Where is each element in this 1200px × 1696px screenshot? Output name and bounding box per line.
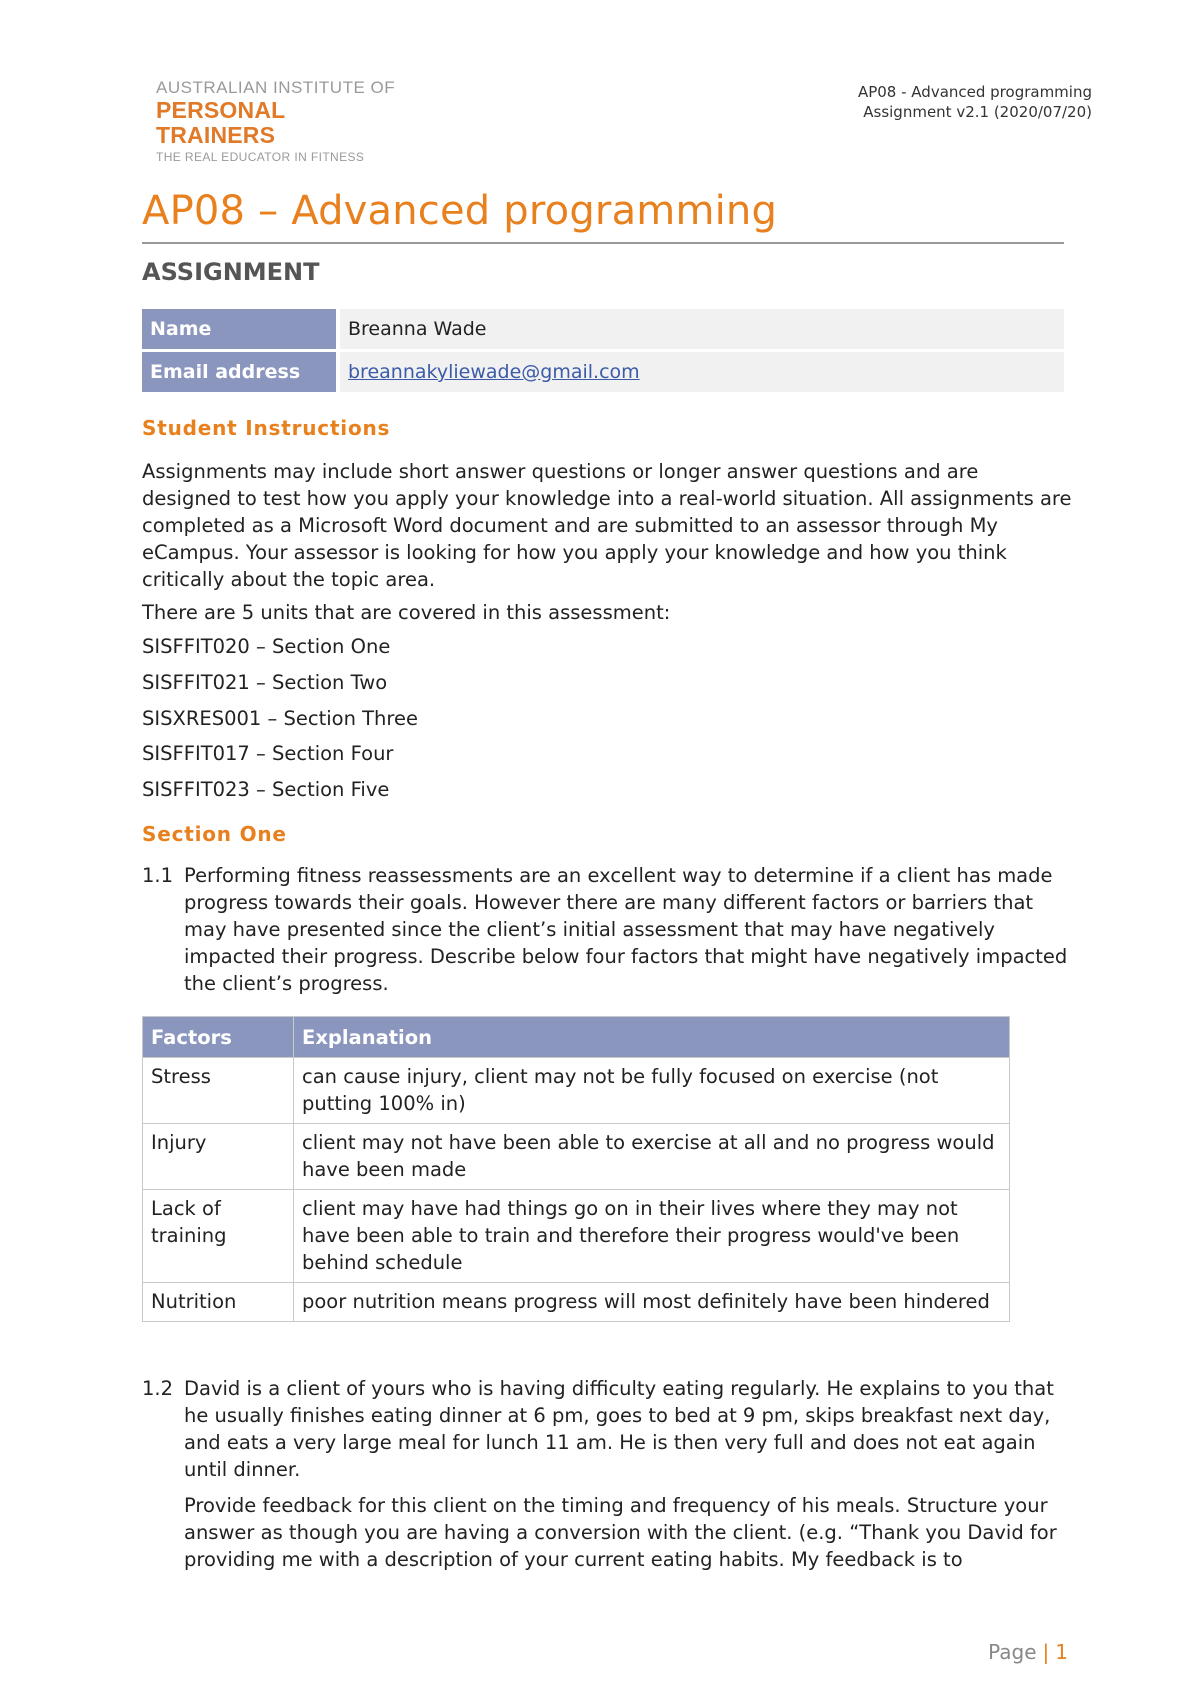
title-divider <box>142 242 1064 244</box>
table-row <box>143 1283 1010 1322</box>
factor-cell[interactable]: Nutrition <box>143 1283 294 1322</box>
email-value-cell <box>336 352 1064 392</box>
question-text-continued: Provide feedback for this client on the timing and frequency of his meals. Structure your answer as though you are having a conversion with the client. (e.g. “Thank you David for providing me with a description of your current eating habits. My feedback is to <box>184 1494 1057 1571</box>
table-row <box>143 1190 1010 1283</box>
email-link[interactable]: breannakyliewade@gmail.com <box>348 361 640 383</box>
document-subtitle: ASSIGNMENT <box>142 258 320 286</box>
email-label: Email address <box>142 352 336 392</box>
factors-header-row <box>143 1017 1010 1058</box>
question-number: 1.2 <box>142 1377 174 1400</box>
section-one-heading: Section One <box>142 822 287 846</box>
unit-item: SISFFIT020 – Section One <box>142 635 391 658</box>
header-info <box>858 82 1092 122</box>
explanation-column-header: Explanation <box>294 1017 1010 1058</box>
explanation-cell[interactable]: poor nutrition means progress will most definitely have been hindered <box>294 1283 1010 1322</box>
logo-line-2: PERSONAL TRAINERS <box>156 97 285 148</box>
logo-line-3: THE REAL EDUCATOR IN FITNESS <box>156 150 365 164</box>
instructions-paragraph: Assignments may include short answer questions or longer answer questions and are designed to test how you apply your knowledge into a real-world situation. All assignments are completed as a Microsoft Word document and are submitted to an assessor through My eCampus. Your assessor is looking for how you apply your knowledge and how you think critically about the topic area. <box>142 460 1072 591</box>
question-number: 1.1 <box>142 864 174 887</box>
footer-separator: | <box>1042 1640 1050 1664</box>
name-value[interactable]: Breanna Wade <box>336 309 1064 349</box>
factor-cell[interactable]: Lack of training <box>143 1190 294 1283</box>
instructions-heading: Student Instructions <box>142 416 391 440</box>
question-text: Performing fitness reassessments are an excellent way to determine if a client has made progress towards their goals. However there are many different factors or barriers that may have presented since the client’s initial assessment that may have negatively impacted their progress. Describe below four factors that might have negatively impacted the client’s progress. <box>184 864 1068 995</box>
header-doc-code: AP08 - Advanced programming <box>857 83 1092 101</box>
student-info-table <box>142 306 1064 395</box>
question-text: David is a client of yours who is having difficulty eating regularly. He explains to you that he usually finishes eating dinner at 6 pm, goes to bed at 9 pm, skips breakfast next day, and eats a very large meal for lunch 11 am. He is then very full and does not eat again until dinner. <box>184 1377 1054 1481</box>
question-1-1 <box>142 862 1072 997</box>
table-row <box>143 1124 1010 1190</box>
header-version: Assignment v2.1 (2020/07/20) <box>863 103 1092 121</box>
factors-table <box>142 1016 1010 1322</box>
factor-cell[interactable]: Stress <box>143 1058 294 1124</box>
explanation-cell[interactable]: client may not have been able to exercise at all and no progress would have been made <box>294 1124 1010 1190</box>
explanation-cell[interactable]: client may have had things go on in their lives where they may not have been able to train and therefore their progress would've been behind schedule <box>294 1190 1010 1283</box>
question-1-2 <box>142 1375 1072 1573</box>
factor-cell[interactable]: Injury <box>143 1124 294 1190</box>
unit-item: SISFFIT017 – Section Four <box>142 742 394 765</box>
page-footer <box>988 1640 1068 1664</box>
unit-item: SISFFIT023 – Section Five <box>142 778 390 801</box>
aipt-logo <box>156 78 406 166</box>
table-row <box>143 1058 1010 1124</box>
page-number: 1 <box>1055 1640 1068 1664</box>
unit-item: SISXRES001 – Section Three <box>142 707 418 730</box>
explanation-cell[interactable]: can cause injury, client may not be fully focused on exercise (not putting 100% in) <box>294 1058 1010 1124</box>
name-row <box>142 309 1064 349</box>
logo-line-1: AUSTRALIAN INSTITUTE OF <box>156 78 396 97</box>
page-label: Page <box>988 1640 1037 1664</box>
document-title: AP08 – Advanced programming <box>142 188 778 234</box>
unit-item: SISFFIT021 – Section Two <box>142 671 388 694</box>
email-row <box>142 352 1064 392</box>
factors-column-header: Factors <box>143 1017 294 1058</box>
units-intro: There are 5 units that are covered in this assessment: <box>142 601 671 624</box>
name-label: Name <box>142 309 336 349</box>
